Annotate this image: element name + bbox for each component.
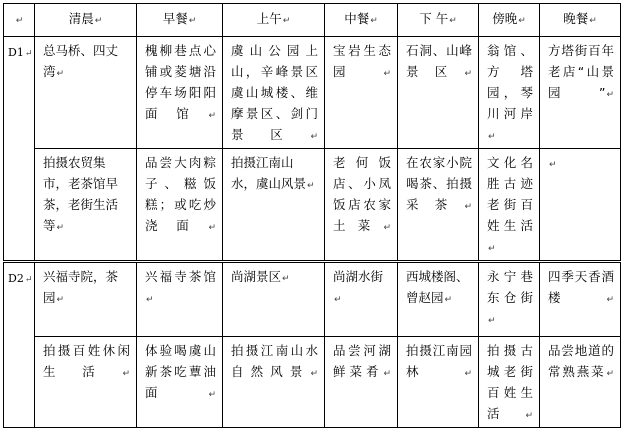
paragraph-mark-icon: ↵	[488, 316, 496, 326]
table-cell: 永宁巷东仓街↵	[479, 262, 540, 337]
paragraph-mark-icon: ↵	[589, 16, 597, 26]
paragraph-mark-icon: ↵	[464, 369, 472, 379]
paragraph-mark-icon: ↵	[606, 295, 614, 305]
paragraph-mark-icon: ↵	[282, 274, 290, 284]
paragraph-mark-icon: ↵	[208, 223, 216, 233]
table-cell: 方塔街百年老店“山景园”↵	[540, 37, 621, 149]
paragraph-mark-icon: ↵	[606, 369, 614, 379]
paragraph-mark-icon: ↵	[334, 295, 342, 305]
paragraph-mark-icon: ↵	[449, 16, 457, 26]
paragraph-mark-icon: ↵	[56, 69, 65, 79]
table-cell: 西城楼阁、曾赵园↵	[398, 262, 479, 337]
header-early-morning: 清晨↵	[35, 4, 137, 37]
table-cell: 拍摄江南园林↵	[398, 337, 479, 428]
table-cell: 翁馆、方塔园，琴川河岸↵	[479, 37, 540, 149]
table-cell: 兴福寺茶馆↵	[137, 262, 223, 337]
table-cell: 拍摄农贸集市，老茶馆早茶，老街生活等↵	[35, 149, 137, 262]
paragraph-mark-icon: ↵	[24, 49, 33, 59]
table-cell: 文化名胜古迹老街百姓生活↵	[479, 149, 540, 262]
table-cell: 尚湖景区↵	[223, 262, 325, 337]
table-cell: 尚湖水街↵	[325, 262, 398, 337]
table-row	[4, 262, 621, 337]
table-row	[4, 149, 621, 262]
paragraph-mark-icon: ↵	[464, 202, 472, 212]
day-label: D1↵	[4, 37, 35, 262]
paragraph-mark-icon: ↵	[208, 111, 216, 121]
table-row	[4, 37, 621, 149]
header-breakfast: 早餐↵	[137, 4, 223, 37]
table-cell	[540, 149, 621, 262]
table-cell: 品尝大肉粽子、糍饭糕；或吃炒浇面↵	[137, 149, 223, 262]
table-cell: 槐柳巷点心铺或菱塘沿停车场阳阳面馆↵	[137, 37, 223, 149]
table-cell: 兴福寺院，茶园↵	[35, 262, 137, 337]
table-cell: 虞山公园上山，辛峰景区虞山城楼、维摩景区、剑门景区↵	[223, 37, 325, 149]
paragraph-mark-icon: ↵	[518, 16, 526, 26]
paragraph-mark-icon: ↵	[383, 369, 391, 379]
paragraph-mark-icon: ↵	[525, 411, 533, 421]
paragraph-mark-icon: ↵	[122, 369, 130, 379]
paragraph-mark-icon: ↵	[307, 181, 315, 191]
paragraph-mark-icon: ↵	[383, 223, 391, 233]
paragraph-mark-icon: ↵	[208, 390, 216, 400]
table-cell: 在农家小院喝茶、拍摄采茶↵	[398, 149, 479, 262]
paragraph-mark-icon: ↵	[488, 244, 496, 254]
paragraph-mark-icon: ↵	[146, 295, 154, 305]
table-cell: 品尝地道的常熟燕菜↵	[540, 337, 621, 428]
paragraph-mark-icon: ↵	[188, 16, 197, 26]
table-cell: 拍摄百姓休闲生活↵	[35, 337, 137, 428]
paragraph-mark-icon: ↵	[488, 132, 496, 142]
paragraph-mark-icon: ↵	[606, 90, 614, 100]
table-cell: 四季天香酒楼↵	[540, 262, 621, 337]
table-cell: 拍摄古城老街百姓生活↵	[479, 337, 540, 428]
paragraph-mark-icon: ↵	[24, 275, 33, 285]
day-label: D2↵	[4, 262, 35, 428]
paragraph-mark-icon: ↵	[310, 369, 318, 379]
table-cell: 老何饭店、小凤饭店农家土菜↵	[325, 149, 398, 262]
header-lunch: 中餐↵	[325, 4, 398, 37]
header-row	[4, 4, 621, 37]
paragraph-mark-icon: ↵	[94, 16, 103, 26]
paragraph-mark-icon: ↵	[282, 16, 291, 26]
table-cell: 品尝河湖鲜菜肴↵	[325, 337, 398, 428]
paragraph-mark-icon: ↵	[549, 160, 557, 170]
header-afternoon: 下 午↵	[398, 4, 479, 37]
table-cell: 石洞、山峰景区↵	[398, 37, 479, 149]
table-cell: 拍摄江南山水，虞山风景↵	[223, 149, 325, 262]
paragraph-mark-icon: ↵	[56, 295, 65, 305]
paragraph-mark-icon: ↵	[15, 16, 24, 26]
header-morning: 上午↵	[223, 4, 325, 37]
corner-cell	[4, 4, 35, 37]
paragraph-mark-icon: ↵	[444, 295, 453, 305]
table-cell: 宝岩生态园↵	[325, 37, 398, 149]
table-cell: 体验喝虞山新茶吃蕈油面↵	[137, 337, 223, 428]
itinerary-table	[3, 3, 621, 428]
paragraph-mark-icon: ↵	[383, 69, 391, 79]
header-dusk: 傍晚↵	[479, 4, 540, 37]
paragraph-mark-icon: ↵	[310, 132, 318, 142]
table-cell: 拍摄江南山水自然风景↵	[223, 337, 325, 428]
header-dinner: 晚餐↵	[540, 4, 621, 37]
paragraph-mark-icon: ↵	[56, 223, 65, 233]
paragraph-mark-icon: ↵	[370, 16, 378, 26]
table-cell: 总马桥、四丈湾↵	[35, 37, 137, 149]
table-row	[4, 337, 621, 428]
paragraph-mark-icon: ↵	[464, 69, 472, 79]
